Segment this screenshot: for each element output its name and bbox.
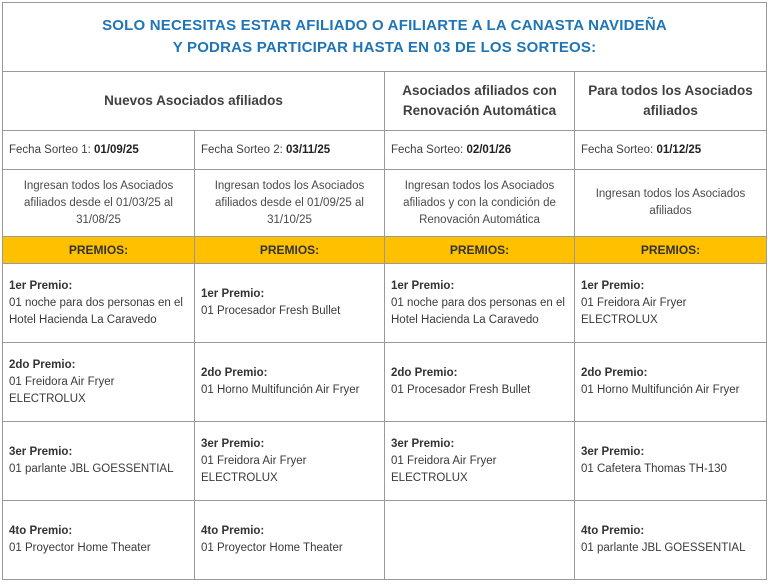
prize-title: 3er Premio: <box>391 437 455 450</box>
prize-title: 1er Premio: <box>9 279 73 292</box>
draw-date-4: Fecha Sorteo: 01/12/25 <box>575 131 767 170</box>
premios-header: PREMIOS: <box>195 237 385 264</box>
prize-description: 01 Freidora Air Fryer ELECTROLUX <box>581 296 687 326</box>
prize-title: 1er Premio: <box>391 279 455 292</box>
prize-cell <box>195 422 385 501</box>
prize-description: 01 Freidora Air Fryer ELECTROLUX <box>9 375 115 405</box>
prize-description: 01 parlante JBL GOESSENTIAL <box>9 463 174 475</box>
premios-header: PREMIOS: <box>385 237 575 264</box>
prize-title: 2do Premio: <box>201 367 268 379</box>
prize-cell <box>3 422 195 501</box>
prize-title: 2do Premio: <box>581 367 648 379</box>
prize-description: 01 Horno Multifunción Air Fryer <box>201 384 360 396</box>
prize-description: 01 noche para dos personas en el Hotel Hacienda La Caravedo <box>9 296 183 326</box>
group-header-nuevos: Nuevos Asociados afiliados <box>3 72 385 131</box>
eligibility-text-1: Ingresan todos los Asociados afiliados desde el 01/03/25 al 31/08/25 <box>3 170 195 237</box>
prize-title: 2do Premio: <box>9 358 76 371</box>
prize-cell <box>195 501 385 580</box>
eligibility-text-3: Ingresan todos los Asociados afiliados y con la condición de Renovación Automática <box>385 170 575 237</box>
prize-cell <box>195 343 385 422</box>
prize-title: 4to Premio: <box>201 525 265 537</box>
prize-cell <box>3 343 195 422</box>
prize-cell <box>385 343 575 422</box>
prize-title: 2do Premio: <box>391 367 458 379</box>
prize-cell <box>385 422 575 501</box>
prize-title: 1er Premio: <box>201 288 265 300</box>
prize-description: 01 Cafetera Thomas TH-130 <box>581 463 727 475</box>
prize-description: 01 Freidora Air Fryer ELECTROLUX <box>391 454 497 484</box>
prize-cell <box>575 343 767 422</box>
prize-cell <box>385 264 575 343</box>
title-line-1: SOLO NECESITAS ESTAR AFILIADO O AFILIARTE A LA CANASTA NAVIDEÑA <box>102 17 667 34</box>
eligibility-text-4: Ingresan todos los Asociados afiliados <box>575 170 767 237</box>
prize-cell <box>3 501 195 580</box>
draw-date-value: 01/09/25 <box>94 143 139 156</box>
draw-date-1: Fecha Sorteo 1: 01/09/25 <box>3 131 195 170</box>
eligibility-text-2: Ingresan todos los Asociados afiliados desde el 01/09/25 al 31/10/25 <box>195 170 385 237</box>
group-header-renovacion: Asociados afiliados con Renovación Automática <box>385 72 575 131</box>
draw-date-3: Fecha Sorteo: 02/01/26 <box>385 131 575 170</box>
prize-title: 4to Premio: <box>581 525 645 537</box>
title-line-2: Y PODRAS PARTICIPAR HASTA EN 03 DE LOS SORTEOS: <box>172 39 597 56</box>
draw-date-2: Fecha Sorteo 2: 03/11/25 <box>195 131 385 170</box>
prize-description: 01 Proyector Home Theater <box>201 542 343 554</box>
prize-cell <box>575 501 767 580</box>
draw-date-value: 01/12/25 <box>656 143 702 156</box>
prize-title: 3er Premio: <box>201 437 265 450</box>
prize-description: 01 Proyector Home Theater <box>9 542 151 554</box>
prize-title: 3er Premio: <box>581 446 645 458</box>
prize-cell <box>575 264 767 343</box>
prize-title: 3er Premio: <box>9 446 73 458</box>
raffle-table <box>2 2 767 580</box>
prize-cell <box>3 264 195 343</box>
premios-header: PREMIOS: <box>3 237 195 264</box>
prize-description: 01 Horno Multifunción Air Fryer <box>581 384 740 396</box>
prize-title: 4to Premio: <box>9 525 73 537</box>
prize-description: 01 Freidora Air Fryer ELECTROLUX <box>201 454 307 484</box>
prize-description: 01 Procesador Fresh Bullet <box>201 305 341 317</box>
group-header-todos: Para todos los Asociados afiliados <box>575 72 767 131</box>
prize-description: 01 Procesador Fresh Bullet <box>391 384 531 396</box>
draw-date-value: 02/01/26 <box>466 143 512 156</box>
prize-cell <box>575 422 767 501</box>
prize-description: 01 noche para dos personas en el Hotel Hacienda La Caravedo <box>391 296 565 326</box>
page-title <box>3 3 767 72</box>
prize-cell <box>195 264 385 343</box>
draw-date-value: 03/11/25 <box>286 143 331 156</box>
premios-header: PREMIOS: <box>575 237 767 264</box>
prize-title: 1er Premio: <box>581 279 645 292</box>
empty-prize-cell <box>385 501 575 580</box>
prize-description: 01 parlante JBL GOESSENTIAL <box>581 542 746 554</box>
